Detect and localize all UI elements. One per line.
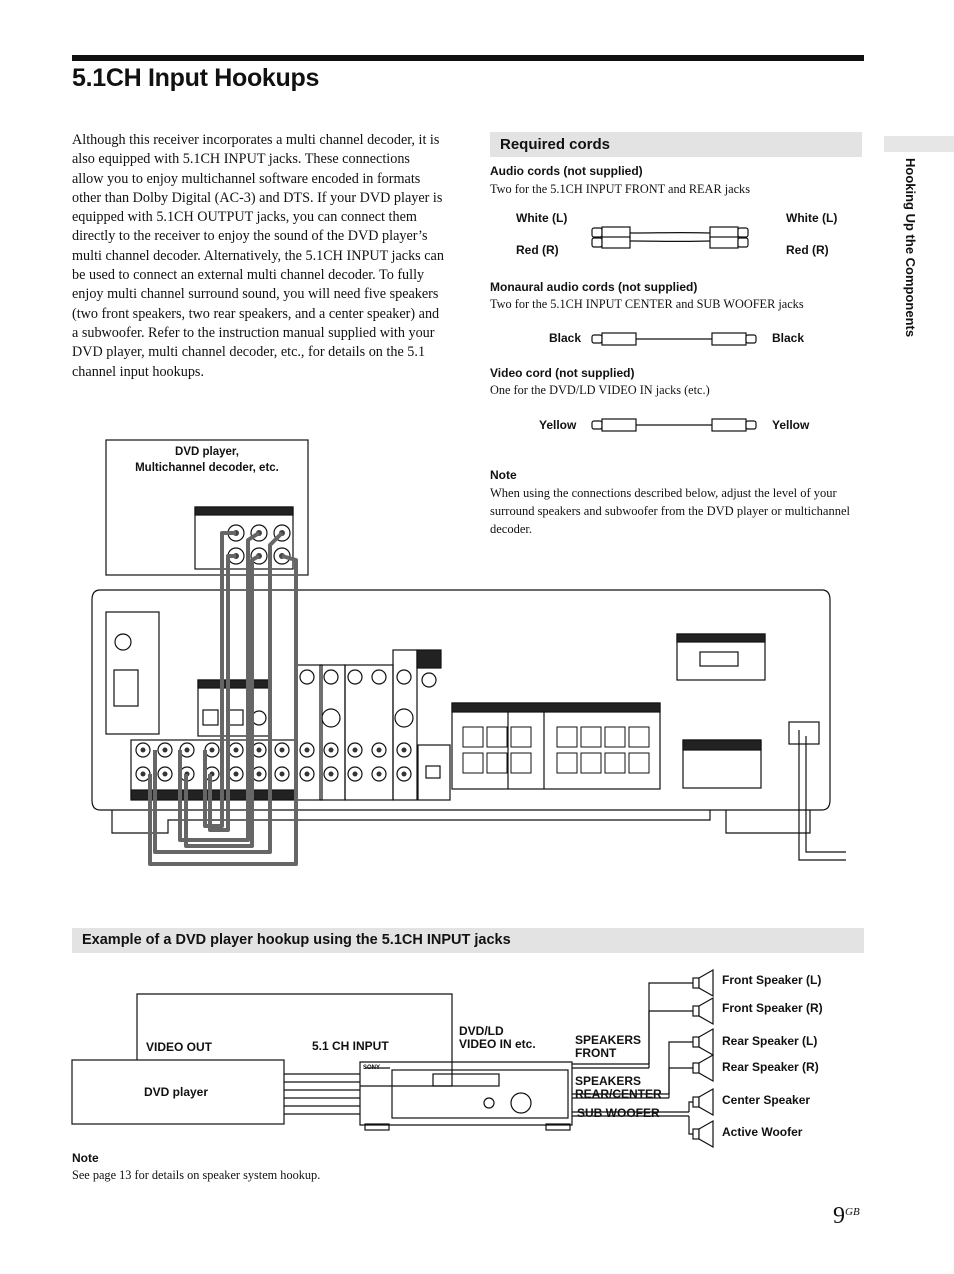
rca-jack-center <box>163 772 168 777</box>
speaker-label-woofer: Active Woofer <box>722 1125 803 1139</box>
note-text: When using the connections described below, adjust the level of your surround speakers and subwoofer from the DVD player or multichannel decoder. <box>490 486 850 536</box>
hookup-example <box>72 983 693 1134</box>
rca-jack-center <box>305 748 310 753</box>
rca-jack <box>300 670 314 684</box>
speaker-terminal <box>557 753 577 773</box>
audio-white-left-label: White (L) <box>516 211 568 225</box>
section-tab-label: Hooking Up the Components <box>903 158 918 338</box>
speaker-icon <box>693 1121 713 1147</box>
speakers-front-label-2: FRONT <box>575 1046 617 1060</box>
speaker-terminal <box>581 727 601 747</box>
device-box-line2: Multichannel decoder, etc. <box>135 462 279 474</box>
note-heading: Note <box>490 468 517 482</box>
speaker-icon <box>693 998 713 1024</box>
mono-cords-desc: Two for the 5.1CH INPUT CENTER and SUB WOOFER jacks <box>490 297 804 311</box>
speaker-terminal <box>463 753 483 773</box>
rca-jack-center <box>402 772 407 777</box>
receiver-rear-jacks <box>136 670 411 781</box>
rca-jack <box>372 670 386 684</box>
rca-jack-center <box>377 772 382 777</box>
rca-jack-center <box>280 772 285 777</box>
speaker-icon <box>693 1055 713 1081</box>
speakers-rear-label-1: SPEAKERS <box>575 1074 642 1088</box>
rca-jack-center <box>353 748 358 753</box>
page-number: $9^{GB}$ <box>833 1203 860 1229</box>
rca-jack-center <box>305 772 310 777</box>
speaker-terminal <box>557 727 577 747</box>
video-yellow-left-label: Yellow <box>539 418 577 432</box>
rca-jack-center <box>185 748 190 753</box>
audio-white-right-label: White (L) <box>786 211 838 225</box>
stereo-cord-illustration <box>592 227 748 248</box>
rca-jack-center <box>234 772 239 777</box>
speaker-terminal <box>605 753 625 773</box>
speaker-terminal <box>511 727 531 747</box>
page-title: 5.1CH Input Hookups <box>72 64 320 92</box>
video-out-label: VIDEO OUT <box>146 1040 213 1054</box>
rca-jack-center <box>377 748 382 753</box>
speakers-front-label-1: SPEAKERS <box>575 1033 642 1047</box>
speakers-rear-label-2: REAR/CENTER <box>575 1087 662 1101</box>
speaker-terminal <box>463 727 483 747</box>
dvd-ld-label-2: VIDEO IN etc. <box>459 1037 536 1051</box>
dvd-player-label: DVD player <box>144 1085 209 1099</box>
speaker-label-front-r: Front Speaker (R) <box>722 1001 823 1015</box>
rca-jack-center <box>234 748 239 753</box>
rca-jack-center <box>141 748 146 753</box>
video-cord-illustration <box>592 419 756 431</box>
5-1ch-cables <box>150 533 296 864</box>
ch-input-label: 5.1 CH INPUT <box>312 1039 389 1053</box>
speaker-terminals <box>463 727 649 773</box>
video-cord-title: Video cord (not supplied) <box>490 366 635 380</box>
mono-cords-title: Monaural audio cords (not supplied) <box>490 280 698 294</box>
speaker-terminal <box>581 753 601 773</box>
speaker-terminal <box>487 727 507 747</box>
sub-woofer-label: SUB WOOFER <box>577 1106 660 1120</box>
rca-jack <box>348 670 362 684</box>
rca-jack-center <box>329 772 334 777</box>
speaker-terminal <box>511 753 531 773</box>
rca-jack-center <box>141 772 146 777</box>
example-heading: Example of a DVD player hookup using the 5.1CH INPUT jacks <box>72 928 864 953</box>
dvd-ld-label-1: DVD/LD <box>459 1024 504 1038</box>
example-note-heading: Note <box>72 1151 99 1165</box>
audio-red-right-label: Red (R) <box>786 243 829 257</box>
rca-jack-center <box>257 772 262 777</box>
speaker-icons <box>693 970 713 1147</box>
rca-jack-center <box>402 748 407 753</box>
speaker-label-rear-r: Rear Speaker (R) <box>722 1060 819 1074</box>
mono-cord-illustration <box>592 333 756 345</box>
device-box-line1: DVD player, <box>175 446 239 458</box>
mono-black-left-label: Black <box>549 331 582 345</box>
video-yellow-right-label: Yellow <box>772 418 810 432</box>
speaker-icon <box>693 970 713 996</box>
required-cords-heading: Required cords <box>490 132 862 157</box>
speaker-label-center: Center Speaker <box>722 1093 811 1107</box>
rca-jack-center <box>210 748 215 753</box>
audio-cords-desc: Two for the 5.1CH INPUT FRONT and REAR jacks <box>490 182 750 196</box>
rca-jack-center <box>163 748 168 753</box>
example-note-text: See page 13 for details on speaker system hookup. <box>72 1168 321 1182</box>
audio-cords-title: Audio cords (not supplied) <box>490 164 643 178</box>
rca-jack-center <box>257 748 262 753</box>
speaker-icon <box>693 1029 713 1055</box>
mono-black-right-label: Black <box>772 331 805 345</box>
speaker-terminal <box>605 727 625 747</box>
speaker-terminal <box>487 753 507 773</box>
speaker-terminal <box>629 727 649 747</box>
speaker-label-rear-l: Rear Speaker (L) <box>722 1034 818 1048</box>
speaker-icon <box>693 1089 713 1115</box>
audio-red-left-label: Red (R) <box>516 243 559 257</box>
intro-paragraph: Although this receiver incorporates a multi channel decoder, it is also equipped with 5.1CH INPUT jacks. These connections allow you to enjoy multichannel software encoded in formats other than Dolby Digital (AC-3) and DTS. If your DVD player is equipped with 5.1CH OUTPUT jacks, you can connect them directly to the receiver to enjoy the sound of the DVD player’s multi channel decoder. Alternatively, the 5.1CH INPUT jacks can be used to connect an external multi channel decoder. To fully enjoy multi channel surround sound, you will need five speakers (two front speakers, two rear speakers, and a center speaker) and a subwoofer. Refer to the instruction manual supplied with your DVD player, multi channel decoder, etc., for details on the 5.1 channel input hookups. <box>72 132 444 380</box>
speaker-label-front-l: Front Speaker (L) <box>722 973 822 987</box>
rca-jack-center <box>329 748 334 753</box>
sony-logo: SONY <box>363 1065 381 1071</box>
speaker-terminal <box>629 753 649 773</box>
video-cord-desc: One for the DVD/LD VIDEO IN jacks (etc.) <box>490 383 710 397</box>
rca-jack-center <box>353 772 358 777</box>
rca-jack <box>324 670 338 684</box>
rca-jack <box>397 670 411 684</box>
rca-jack-center <box>280 748 285 753</box>
